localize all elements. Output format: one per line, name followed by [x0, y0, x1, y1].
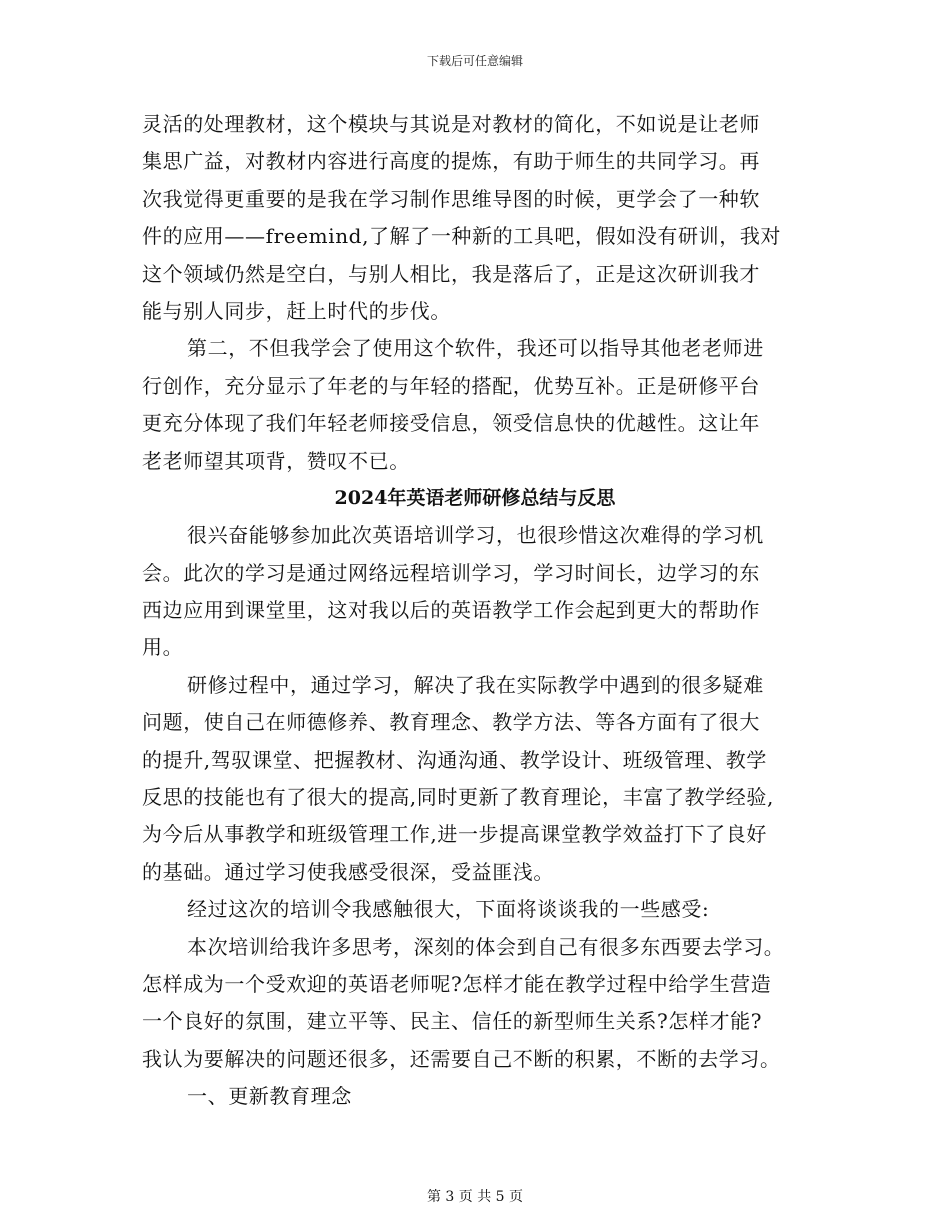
paragraph-line: 为今后从事教学和班级管理工作,进一步提高课堂教学效益打下了良好: [142, 822, 767, 847]
paragraph-line: 反思的技能也有了很大的提高,同时更新了教育理论，丰富了教学经验,: [142, 785, 774, 810]
paragraph-line: 用。: [142, 635, 184, 660]
paragraph-line: 一个良好的氛围，建立平等、民主、信任的新型师生关系?怎样才能?: [142, 1009, 763, 1034]
paragraph-line: 更充分体现了我们年轻老师接受信息，领受信息快的优越性。这让年: [142, 411, 760, 436]
paragraph-line: 本次培训给我许多思考，深刻的体会到自己有很多东西要去学习。: [187, 934, 785, 959]
paragraph-line: 次我觉得更重要的是我在学习制作思维导图的时候，更学会了一种软: [142, 186, 760, 211]
section-title: 2024年英语老师研修总结与反思: [334, 486, 616, 509]
paragraph-line: 经过这次的培训令我感触很大，下面将谈谈我的一些感受:: [187, 897, 710, 922]
paragraph-line: 灵活的处理教材，这个模块与其说是对教材的简化，不如说是让老师: [142, 112, 760, 136]
paragraph-line: 这个领域仍然是空白，与别人相比，我是落后了，正是这次研训我才: [142, 261, 760, 286]
paragraph-line: 的基础。通过学习使我感受很深，受益匪浅。: [142, 859, 554, 884]
paragraph-line: 老老师望其项背，赞叹不已。: [142, 448, 410, 473]
paragraph-line: 能与别人同步，赶上时代的步伐。: [142, 298, 451, 323]
paragraph-line: 西边应用到课堂里，这对我以后的英语教学工作会起到更大的帮助作: [142, 598, 760, 623]
page-indicator: 第 3 页 共 5 页: [426, 1189, 524, 1205]
paragraph-line: 件的应用——freemind,了解了一种新的工具吧，假如没有研训，我对: [142, 224, 782, 249]
paragraph-line: 会。此次的学习是通过网络远程培训学习，学习时间长，边学习的东: [142, 560, 760, 585]
paragraph-line: 问题，使自己在师德修养、教育理念、教学方法、等各方面有了很大: [142, 710, 760, 735]
paragraph-line: 的提升,驾驭课堂、把握教材、沟通沟通、教学设计、班级管理、教学: [142, 747, 767, 772]
header-note: 下载后可任意编辑: [426, 54, 523, 68]
paragraph-line: 怎样成为一个受欢迎的英语老师呢?怎样才能在教学过程中给学生营造: [142, 971, 772, 996]
paragraph-line: 集思广益，对教材内容进行高度的提炼，有助于师生的共同学习。再: [142, 149, 760, 174]
section-heading: 一、更新教育理念: [187, 1084, 352, 1109]
paragraph-line: 研修过程中，通过学习，解决了我在实际教学中遇到的很多疑难: [187, 672, 764, 697]
paragraph-line: 很兴奋能够参加此次英语培训学习，也很珍惜这次难得的学习机: [187, 523, 764, 548]
paragraph-line: 我认为要解决的问题还很多，还需要自己不断的积累，不断的去学习。: [142, 1046, 781, 1071]
paragraph-line: 第二，不但我学会了使用这个软件，我还可以指导其他老老师进: [187, 336, 764, 361]
paragraph-line: 行创作，充分显示了年老的与年轻的搭配，优势互补。正是研修平台: [142, 373, 760, 398]
document-body: [142, 106, 808, 1116]
